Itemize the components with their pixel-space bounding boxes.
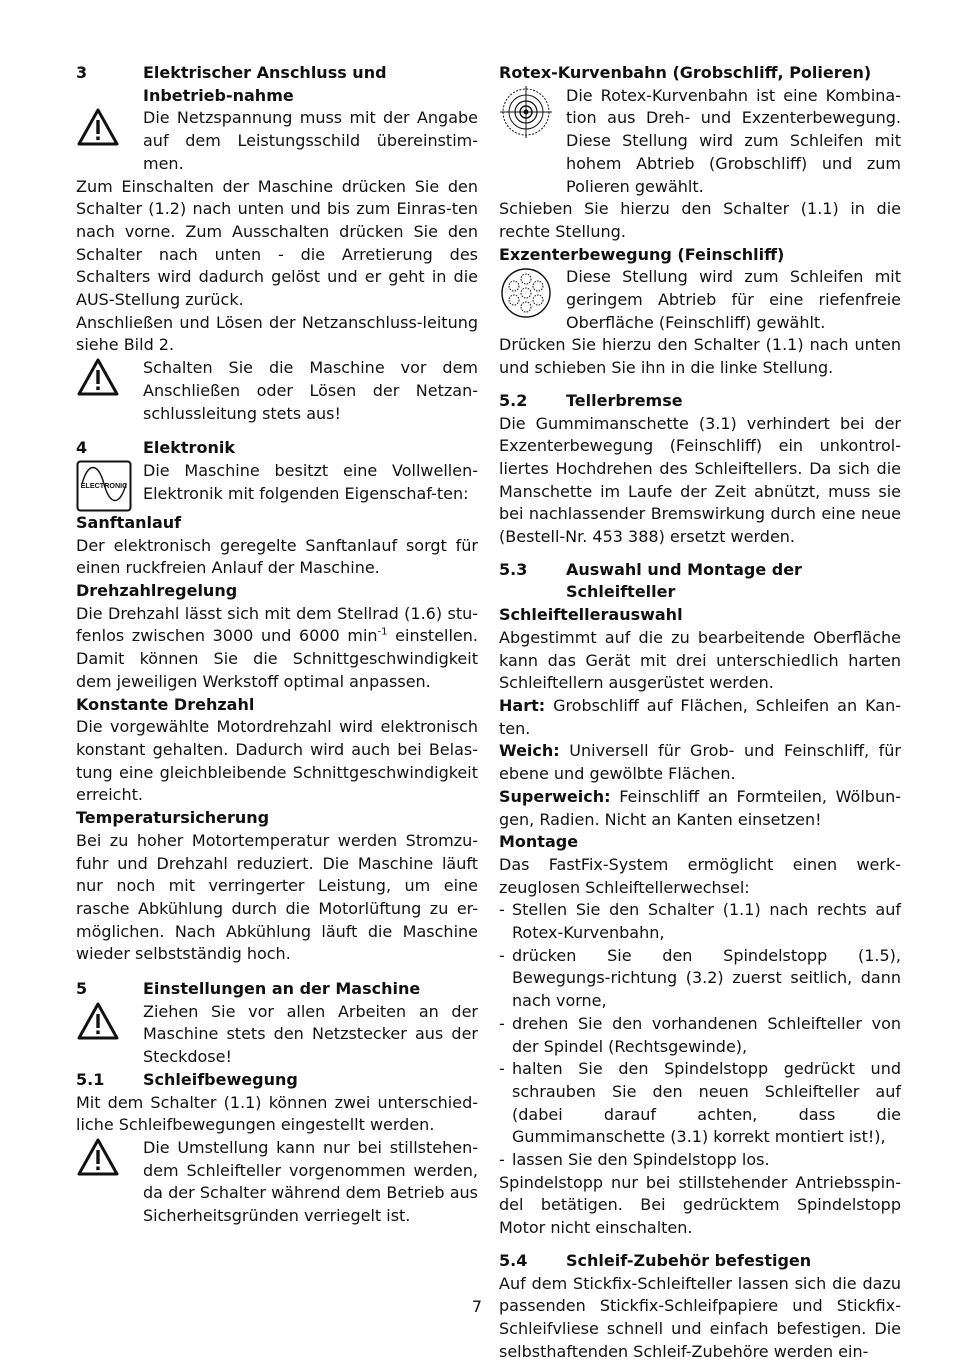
warning-icon [76, 1001, 120, 1041]
paragraph: Auf dem Stickfix-Schleifteller lassen sich die dazu passenden Stickfix-Schleifpapiere und Stickfix-Schleifvliese schnell und einfach befestigen. Die selbsthaftenden Schleif-Zubehöre werden ein- [499, 1273, 901, 1361]
subheading: Drehzahlregelung [76, 581, 238, 601]
paragraph: Weich: Universell für Grob- und Feinschliff, für ebene und gewölbte Flächen. [499, 741, 901, 784]
warning-note [76, 357, 478, 425]
list-item: - drücken Sie den Spindelstopp (1.5), Bewegungs-richtung (3.2) zuerst seitlich, dann nach vorne, [499, 945, 901, 1011]
paragraph: Spindelstopp nur bei stillstehender Antriebsspin-del betätigen. Bei gedrücktem Spindelstopp Motor nicht einschalten. [499, 1172, 901, 1238]
paragraph: Schieben Sie hierzu den Schalter (1.1) in die rechte Stellung. [499, 199, 901, 241]
subheading: Sanftanlauf [76, 512, 182, 532]
page-number: 7 [471, 1297, 483, 1316]
warning-note [76, 107, 478, 175]
right-column [499, 62, 901, 1363]
paragraph: Die vorgewählte Motordrehzahl wird elektronisch konstant gehalten. Dadurch wird auch bei Belas-tung eine gleichbleibende Schnittgeschwindigkeit erreicht. [76, 717, 478, 805]
section-4-heading [76, 437, 478, 460]
section-number: 4 [76, 438, 88, 458]
section-number: 5.3 [499, 559, 528, 579]
list-item: - halten Sie den Spindelstopp gedrückt und schrauben Sie den neuen Schleifteller auf (dabei darauf achten, dass die Gummimanschette (3.1) korrekt montiert ist!), [499, 1059, 901, 1147]
paragraph: Mit dem Schalter (1.1) können zwei unterschied-liche Schleifbewegungen eingestellt werden. [76, 1092, 478, 1135]
exzenter-text: Diese Stellung wird zum Schleifen mit geringem Abtrieb für eine riefenfreie Oberfläche (Feinschliff) gewählt. [566, 267, 901, 332]
section-5-heading [76, 978, 478, 1001]
section-number: 5 [76, 979, 88, 999]
section-5-1-heading [76, 1069, 478, 1092]
section-title: Elektronik [143, 438, 235, 458]
section-title: Schleif-Zubehör befestigen [566, 1250, 812, 1270]
section-title: Auswahl und Montage der Schleifteller [566, 559, 802, 602]
list-item: - Stellen Sie den Schalter (1.1) nach rechts auf Rotex-Kurvenbahn, [499, 900, 901, 943]
section-number: 5.2 [499, 390, 528, 410]
paragraph: Hart: Grobschliff auf Flächen, Schleifen an Kan-ten. [499, 695, 901, 738]
subheading: Temperatursicherung [76, 808, 270, 828]
section-title: Einstellungen an der Maschine [143, 979, 421, 999]
section-number: 5.1 [76, 1069, 105, 1089]
warning-note [76, 1001, 478, 1069]
paragraph: Anschließen und Lösen der Netzanschluss-leitung siehe Bild 2. [76, 312, 478, 355]
montage-list [499, 899, 901, 1171]
paragraph: Drücken Sie hierzu den Schalter (1.1) nach unten und schieben Sie ihn in die linke Stellung. [499, 335, 901, 378]
warning-text: Die Umstellung kann nur bei stillstehen-dem Schleifteller vorgenommen werden, da der Schalter während dem Betrieb aus Sicherheitsgründen verriegelt ist. [143, 1137, 478, 1226]
warning-text: Die Netzspannung muss mit der Angabe auf dem Leistungsschild übereinstim-men. [143, 108, 478, 173]
subheading: Konstante Drehzahl [76, 694, 255, 714]
electronic-note [76, 460, 478, 512]
rotex-note [499, 85, 901, 199]
svg-text:ELECTRONIC: ELECTRONIC [80, 480, 128, 490]
section-number: 3 [76, 63, 88, 82]
subheading: Rotex-Kurvenbahn (Grobschliff, Polieren) [499, 63, 872, 82]
electronic-icon [76, 460, 132, 512]
subheading: Schleiftellerauswahl [499, 605, 683, 625]
warning-note [76, 1137, 478, 1228]
warning-text: Ziehen Sie vor allen Arbeiten an der Maschine stets den Netzstecker aus der Steckdose! [143, 1001, 478, 1067]
exzenter-icon [499, 266, 553, 320]
section-5-3-heading [499, 559, 901, 604]
warning-icon [76, 357, 120, 397]
paragraph: Superweich: Feinschliff an Formteilen, Wölbun-gen, Radien. Nicht an Kanten einsetzen! [499, 786, 901, 829]
exzenter-note [499, 266, 901, 334]
paragraph: Die Drehzahl lässt sich mit dem Stellrad (1.6) stu-fenlos zwischen 3000 und 6000 $\min^{-1}$ einstellen. Damit können Sie die Schnittgeschwindigkeit dem jeweiligen Werkstoff optimal anpassen. [76, 603, 478, 691]
paragraph: Bei zu hoher Motortemperatur werden Stromzu-fuhr und Drehzahl reduziert. Die Maschine läuft nur noch mit verringerter Leistung, um eine rasche Abkühlung durch die Motorlüftung zu er-möglichen. Nach Abkühlung läuft die Maschine wieder selbstständig hoch. [76, 830, 478, 964]
section-title: Schleifbewegung [143, 1069, 298, 1089]
section-3-heading [76, 62, 478, 107]
list-item: - lassen Sie den Spindelstopp los. [499, 1150, 770, 1170]
section-5-2-heading [499, 390, 901, 413]
rotex-icon [499, 85, 553, 139]
warning-text: Schalten Sie die Maschine vor dem Anschließen oder Lösen der Netzan-schlussleitung stets aus! [143, 358, 478, 423]
subheading: Exzenterbewegung (Feinschliff) [499, 244, 785, 264]
section-title: Tellerbremse [566, 390, 683, 410]
paragraph: Die Gummimanschette (3.1) verhindert bei der Exzenterbewegung (Feinschliff) ein unkontrol-liertes Hochdrehen des Schleiftellers. Da sich die Manschette im Laufe der Zeit abnützt, muss sie bei nachlassender Bremswirkung durch eine neue (Bestell-Nr. 453 388) ersetzt werden. [499, 413, 901, 547]
electronic-text: Die Maschine besitzt eine Vollwellen-Elektronik mit folgenden Eigenschaf-ten: [143, 460, 478, 503]
section-number: 5.4 [499, 1250, 528, 1270]
list-item: - drehen Sie den vorhandenen Schleifteller von der Spindel (Rechtsgewinde), [499, 1013, 901, 1056]
subheading: Montage [499, 832, 579, 852]
left-column [76, 62, 478, 1228]
paragraph: Abgestimmt auf die zu bearbeitende Oberfläche kann das Gerät mit drei unterschiedlich harten Schleiftellern ausgerüstet werden. [499, 627, 901, 693]
section-title: Elektrischer Anschluss und Inbetrieb-nahme [143, 63, 387, 105]
paragraph: Zum Einschalten der Maschine drücken Sie den Schalter (1.2) nach unten und bis zum Einras-ten nach vorne. Zum Ausschalten drücken Sie den Schalter nach unten - die Arretierung des Schalters wird dadurch gelöst und er geht in die AUS-Stellung zurück. [76, 176, 478, 310]
warning-icon [76, 1137, 120, 1177]
paragraph: Der elektronisch geregelte Sanftanlauf sorgt für einen ruckfreien Anlauf der Maschine. [76, 535, 478, 578]
paragraph: Das FastFix-System ermöglicht einen werk-zeuglosen Schleiftellerwechsel: [499, 854, 901, 897]
warning-icon [76, 107, 120, 147]
section-5-4-heading [499, 1250, 901, 1273]
rotex-text: Die Rotex-Kurvenbahn ist eine Kombina-tion aus Dreh- und Exzenterbewegung. Diese Stellung wird zum Schleifen mit hohem Abtrieb (Grobschliff) und zum Polieren gewählt. [566, 85, 901, 196]
